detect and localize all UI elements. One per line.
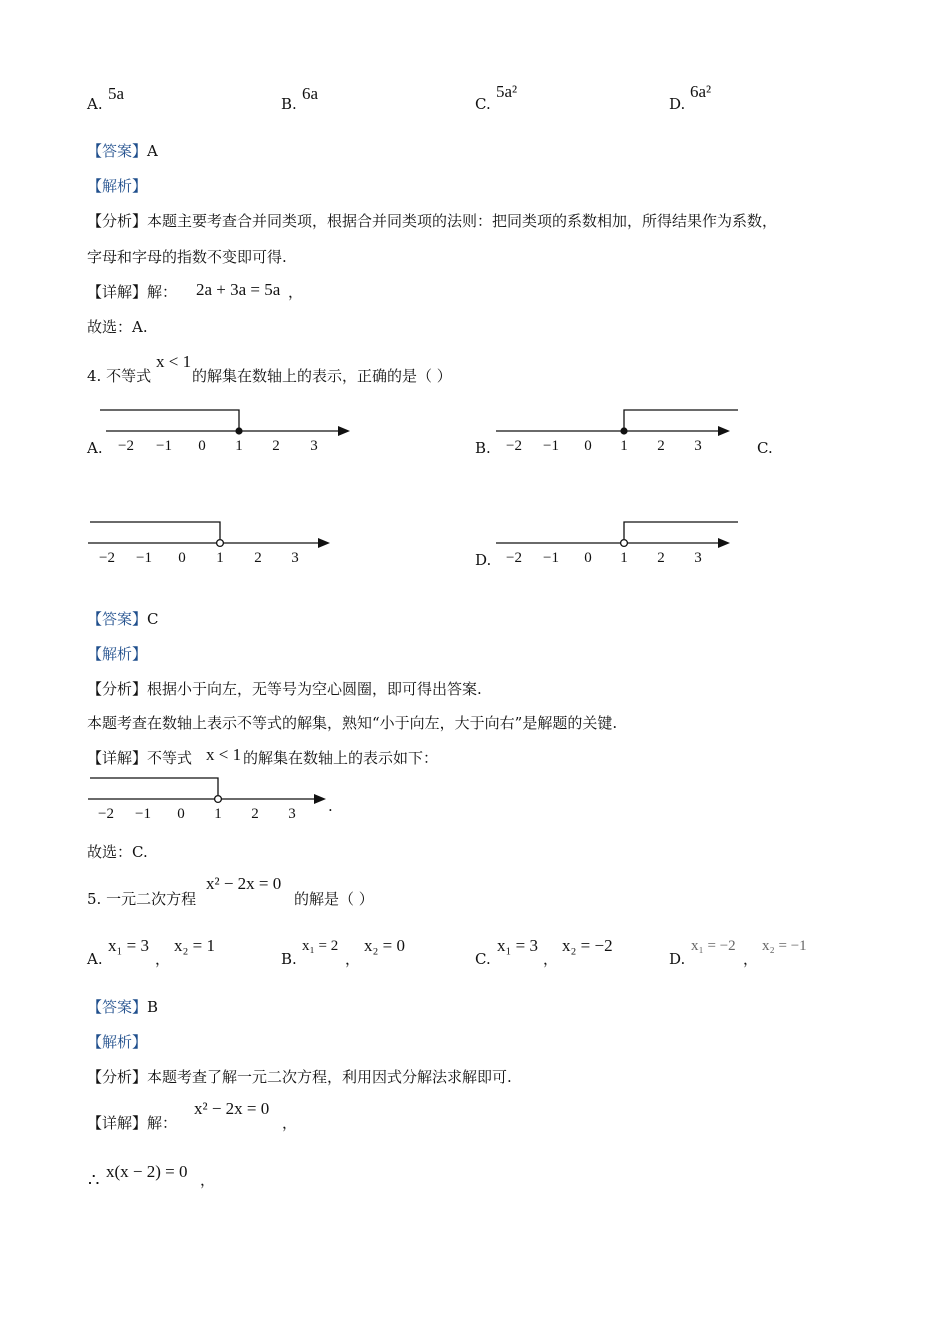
- solution-ray: [100, 410, 239, 431]
- fenxi-text: 本题主要考查合并同类项，根据合并同类项的法则：把同类项的系数相加，所得结果作为系数，: [147, 212, 778, 230]
- q4-option-a-label: A.: [87, 439, 103, 457]
- answer-tag: 【答案】: [87, 142, 148, 160]
- q5-option-d-comma: ，: [743, 950, 759, 968]
- q3-xiangjie-math: 2a + 3a = 5a: [196, 280, 281, 299]
- q5-option-c-label: C.: [475, 950, 491, 968]
- q5-option-b-x1: x₁ = 2: [302, 938, 339, 954]
- tick-label: 1: [620, 550, 628, 566]
- axis-arrow: [314, 794, 326, 804]
- q5-analysis-tag: 【解析】: [87, 1033, 148, 1051]
- fenxi-tag: 【分析】: [87, 680, 148, 698]
- q3-select: 故选：A.: [87, 318, 148, 336]
- q4-fenxi: [87, 679, 482, 699]
- fenxi-text: 本题考查了解一元二次方程，利用因式分解法求解即可.: [147, 1068, 512, 1086]
- axis-arrow: [718, 538, 730, 548]
- open-dot: [217, 540, 224, 547]
- q5-step-end: ，: [200, 1171, 216, 1189]
- q4-option-c-label: C.: [757, 439, 773, 457]
- axis-arrow: [338, 426, 350, 436]
- solution-ray: [624, 522, 738, 539]
- solution-ray: [90, 778, 218, 795]
- q4-period: .: [328, 797, 333, 815]
- q4-xiangjie: [87, 748, 192, 768]
- option-a: [87, 94, 103, 114]
- option-c-math: 5a²: [496, 82, 518, 101]
- tick-label: 0: [584, 438, 592, 454]
- therefore-symbol: ∴: [88, 1170, 100, 1191]
- xiangjie-tag: 【详解】: [87, 283, 148, 301]
- tick-label: −1: [135, 806, 151, 822]
- fenxi-text: 根据小于向左，无等号为空心圆圈，即可得出答案.: [147, 680, 482, 698]
- q4-stem-suffix: 的解集在数轴上的表示，正确的是（ ）: [192, 367, 452, 385]
- tick-label: 1: [216, 550, 224, 566]
- number-line-a: [100, 400, 360, 462]
- q5-option-a-label: A.: [87, 950, 103, 968]
- q5-option-c-comma: ，: [543, 950, 559, 968]
- tick-label: 0: [198, 438, 206, 454]
- number-line-b: [490, 400, 750, 462]
- tick-label: 2: [272, 438, 280, 454]
- open-dot: [215, 796, 222, 803]
- tick-label: 0: [178, 550, 186, 566]
- tick-label: 2: [251, 806, 259, 822]
- answer-value: C: [147, 610, 159, 628]
- q4-stem-math: x < 1: [156, 352, 192, 371]
- tick-label: −2: [506, 438, 522, 454]
- fenxi-tag: 【分析】: [87, 212, 148, 230]
- q5-stem-suffix: 的解是（ ）: [294, 890, 374, 908]
- q3-fenxi-line2: 字母和字母的指数不变即可得.: [87, 248, 287, 266]
- q4-option-b-label: B.: [475, 439, 491, 457]
- option-b: [281, 94, 297, 114]
- q5-stem-prefix: 5. 一元二次方程: [87, 890, 197, 908]
- number-line-d: [490, 512, 750, 574]
- tick-label: 2: [657, 438, 665, 454]
- tick-label: −2: [99, 550, 115, 566]
- q3-answer: [87, 141, 158, 161]
- q4-note: 本题考查在数轴上表示不等式的解集，熟知“小于向左，大于向右”是解题的关键.: [87, 714, 618, 732]
- option-label: B.: [281, 95, 297, 113]
- q3-fenxi: [87, 211, 777, 231]
- q5-option-a-x2: x₂ = 1: [174, 936, 216, 955]
- q5-option-d-x2: x₂ = −1: [762, 938, 807, 954]
- option-b-math: 6a: [302, 84, 319, 103]
- answer-tag: 【答案】: [87, 610, 148, 628]
- q4-xiangjie-suffix: 的解集在数轴上的表示如下：: [243, 749, 439, 767]
- tick-label: 2: [254, 550, 262, 566]
- tick-label: −2: [118, 438, 134, 454]
- q3-analysis-tag: 【解析】: [87, 177, 148, 195]
- q4-xiangjie-math: x < 1: [206, 745, 242, 764]
- solution-ray: [90, 522, 220, 539]
- q5-xiangjie-math: x² − 2x = 0: [194, 1099, 270, 1118]
- fenxi-tag: 【分析】: [87, 1068, 148, 1086]
- q5-option-b-comma: ，: [345, 950, 361, 968]
- q5-xiangjie-end: ，: [282, 1114, 298, 1132]
- answer-value: B: [147, 998, 159, 1016]
- q4-select: 故选：C.: [87, 843, 148, 861]
- q4-answer: [87, 609, 159, 629]
- tick-label: −1: [156, 438, 172, 454]
- option-d: [669, 94, 685, 114]
- tick-label: 3: [694, 550, 702, 566]
- q5-option-c-x2: x₂ = −2: [562, 936, 613, 955]
- closed-dot: [235, 427, 242, 434]
- axis-arrow: [718, 426, 730, 436]
- tick-label: −2: [98, 806, 114, 822]
- q5-fenxi: [87, 1067, 512, 1087]
- tick-label: 3: [310, 438, 318, 454]
- q5-option-c-x1: x₁ = 3: [497, 936, 539, 955]
- xiangjie-tag: 【详解】: [87, 749, 148, 767]
- answer-tag: 【答案】: [87, 998, 148, 1016]
- tick-label: 2: [657, 550, 665, 566]
- axis-arrow: [318, 538, 330, 548]
- tick-label: 3: [288, 806, 296, 822]
- q4-stem-prefix: 4. 不等式: [87, 367, 152, 385]
- number-line-detail: [86, 768, 346, 830]
- option-a-math: 5a: [108, 84, 125, 103]
- open-dot: [621, 540, 628, 547]
- option-c: [475, 94, 491, 114]
- option-label: C.: [475, 95, 491, 113]
- tick-label: 3: [291, 550, 299, 566]
- tick-label: 0: [584, 550, 592, 566]
- q5-stem-math: x² − 2x = 0: [206, 874, 282, 893]
- q5-option-a-x1: x₁ = 3: [108, 936, 150, 955]
- q3-xiangjie-end: ，: [288, 283, 304, 301]
- tick-label: 1: [214, 806, 222, 822]
- xiangjie-prefix: 不等式: [147, 749, 193, 767]
- xiangjie-tag: 【详解】: [87, 1114, 148, 1132]
- q5-option-b-label: B.: [281, 950, 297, 968]
- tick-label: −1: [136, 550, 152, 566]
- option-label: A.: [87, 95, 103, 113]
- closed-dot: [620, 427, 627, 434]
- tick-label: 1: [620, 438, 628, 454]
- q4-analysis-tag: 【解析】: [87, 645, 148, 663]
- tick-label: 1: [235, 438, 243, 454]
- q3-xiangjie: [87, 282, 177, 302]
- tick-label: 0: [177, 806, 185, 822]
- q4-option-d-label: D.: [475, 551, 492, 569]
- number-line-c: [86, 512, 346, 574]
- xiangjie-lead: 解：: [147, 1114, 178, 1132]
- q5-xiangjie: [87, 1113, 177, 1133]
- q5-option-d-label: D.: [669, 950, 686, 968]
- tick-label: 3: [694, 438, 702, 454]
- xiangjie-lead: 解：: [147, 283, 178, 301]
- tick-label: −2: [506, 550, 522, 566]
- q5-answer: [87, 997, 158, 1017]
- q5-option-d-x1: x₁ = −2: [691, 938, 736, 954]
- option-label: D.: [669, 95, 686, 113]
- q5-step-math: x(x − 2) = 0: [106, 1162, 188, 1181]
- answer-value: A: [147, 142, 158, 160]
- option-d-math: 6a²: [690, 82, 712, 101]
- tick-label: −1: [543, 550, 559, 566]
- tick-label: −1: [543, 438, 559, 454]
- q5-option-a-comma: ，: [155, 950, 171, 968]
- q5-option-b-x2: x₂ = 0: [364, 936, 406, 955]
